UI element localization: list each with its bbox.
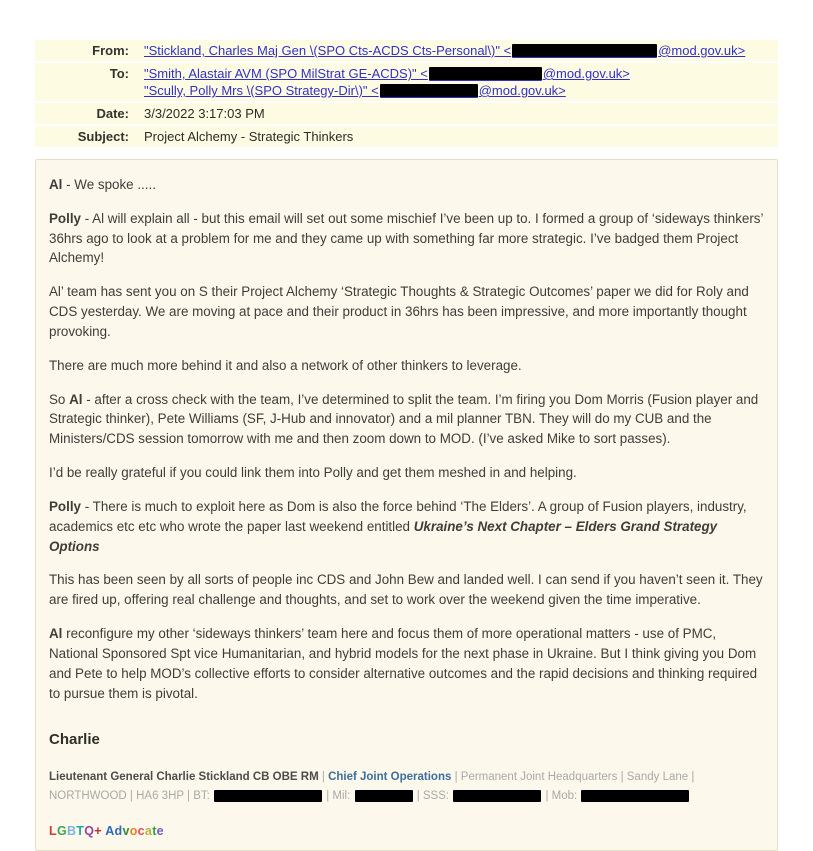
signature-line-2 xyxy=(49,787,764,806)
lgbtq-advocate-line xyxy=(49,824,764,838)
header-row xyxy=(35,103,778,126)
body-paragraph xyxy=(49,570,764,610)
advocate-letter: G xyxy=(56,824,67,839)
header-value-line xyxy=(144,65,774,82)
email-address-link[interactable]: @mod.gov.uk> xyxy=(542,66,630,81)
advocate-letter: c xyxy=(137,824,145,839)
header-row xyxy=(35,63,778,103)
text-segment: There are much more behind it and also a network of other thinkers to leverage. xyxy=(49,357,522,373)
signature-role: Chief Joint Operations xyxy=(328,771,452,784)
advocate-letter: v xyxy=(122,824,130,839)
text-segment: Polly xyxy=(49,498,81,514)
advocate-letter: e xyxy=(156,824,164,839)
advocate-letter: t xyxy=(152,824,157,839)
signature-muted: | xyxy=(318,771,329,784)
header-field-label: Date: xyxy=(96,106,129,121)
signature-muted: | Mob: xyxy=(542,790,581,803)
redaction-box xyxy=(581,790,689,802)
signature-name: Lieutenant General Charlie Stickland CB OBE RM xyxy=(49,771,319,784)
advocate-letter: d xyxy=(114,824,123,839)
redaction-box xyxy=(214,790,322,802)
signature-muted: | Permanent Joint Headquarters | Sandy Lane | xyxy=(451,771,695,784)
text-segment: Al xyxy=(49,626,63,642)
text-segment: reconfigure my other ‘sideways thinkers’ team here and focus them of more operational matters - use of PMC, National Sponsored Spt vice Humanitarian, and hybrid models for the next phase in Ukraine. But I think giving you Dom and Pete to help MOD’s collective efforts to consider alternative outcomes and the rapid decisions and thinking required to pursue them is pivotal. xyxy=(49,626,758,701)
advocate-letter: T xyxy=(76,824,85,839)
header-row xyxy=(35,126,778,149)
email-header-table xyxy=(35,40,778,149)
signature-muted: NORTHWOOD | HA6 3HP | BT: xyxy=(49,790,214,803)
email-address-link[interactable]: @mod.gov.uk> xyxy=(478,83,566,98)
body-paragraph xyxy=(49,463,764,483)
header-field-value xyxy=(138,63,778,101)
header-value-line xyxy=(144,82,774,99)
header-field-label: Subject: xyxy=(77,129,129,144)
signoff: Charlie xyxy=(49,731,100,749)
advocate-letter: Q xyxy=(84,824,95,839)
redaction-box xyxy=(512,44,657,58)
advocate-letter: B xyxy=(66,824,77,839)
signature-muted: | Mil: xyxy=(323,790,354,803)
advocate-letter: o xyxy=(129,824,138,839)
advocate-letter: L xyxy=(49,824,57,839)
body-paragraph xyxy=(49,497,764,556)
header-value-line xyxy=(144,105,774,122)
text-segment: - Al will explain all - but this email will set out some mischief I’ve been up to. I formed a group of ‘sideways thinkers’ 36hrs ago to look at a problem for me and they came up with something far more strategic. I’ve badged them Project Alchemy! xyxy=(49,210,763,266)
text-segment: - after a cross check with the team, I’ve determined to split the team. I’m firing you Dom Morris (Fusion player and Strategic thinker), Pete Williams (SF, J-Hub and innovator) and a mil planner TBN. They will do my CUB and the Ministers/CDS session tomorrow with me and then zoom down to MOD. (I’ve asked Mike to sort passes). xyxy=(49,391,759,447)
header-field-value xyxy=(138,103,778,124)
email-body-text xyxy=(49,175,764,703)
header-field-label: From: xyxy=(92,43,129,58)
signature-block xyxy=(49,768,764,806)
text-segment: Al’ team has sent you on S their Project Alchemy ‘Strategic Thoughts & Strategic Outcomes’ paper we did for Roly and CDS yesterday. We are moving at pace and their product in 36hrs has been impressive, and more importantly thought provoking. xyxy=(49,284,749,339)
signature-line-1 xyxy=(49,768,764,787)
body-paragraph xyxy=(49,390,764,449)
signature-muted: | SSS: xyxy=(413,790,453,803)
redaction-box xyxy=(453,790,541,802)
body-paragraph xyxy=(49,356,764,376)
advocate-letter: A xyxy=(105,824,115,839)
email-address-link[interactable]: @mod.gov.uk> xyxy=(658,43,746,58)
redaction-box xyxy=(355,790,413,802)
header-value-line xyxy=(144,42,774,59)
body-paragraph xyxy=(49,282,764,341)
text-segment: This has been seen by all sorts of people inc CDS and John Bew and landed well. I can send if you haven’t seen it. They are fired up, offering real challenge and thoughts, and set to work over the weekend given the time imperative. xyxy=(49,572,763,608)
email-address-link[interactable]: "Smith, Alastair AVM (SPO MilStrat GE-ACDS)" < xyxy=(144,66,428,81)
text-segment: Project Alchemy - Strategic Thinkers xyxy=(144,129,354,144)
redaction-box xyxy=(429,67,542,81)
email-address-link[interactable]: "Scully, Polly Mrs \(SPO Strategy-Dir\)" < xyxy=(144,83,379,98)
header-field-label: To: xyxy=(109,66,129,81)
text-segment: Ukraine’s Next Chapter – Elders Grand Strategy Options xyxy=(49,518,718,554)
email-body-box xyxy=(35,159,778,851)
text-segment: - We spoke ..... xyxy=(62,177,156,192)
advocate-letter: + xyxy=(94,824,102,839)
body-paragraph xyxy=(49,175,764,195)
redaction-box xyxy=(380,84,478,98)
header-field-value xyxy=(138,126,778,147)
header-field-value xyxy=(138,40,778,61)
text-segment: Polly xyxy=(49,210,81,226)
text-segment: I’d be really grateful if you could link them into Polly and get them meshed in and helping. xyxy=(49,465,577,481)
body-paragraph xyxy=(49,209,764,268)
text-segment: Al xyxy=(49,177,63,192)
text-segment: So xyxy=(49,391,70,407)
advocate-letter: a xyxy=(144,824,153,839)
text-segment: - There is much to exploit here as Dom is also the force behind ‘The Elders’. A group of Fusion players, industry, academics etc etc who wrote the paper last weekend entitled xyxy=(49,498,747,534)
body-paragraph xyxy=(49,624,764,703)
text-segment: 3/3/2022 3:17:03 PM xyxy=(144,106,265,121)
header-row xyxy=(35,40,778,63)
header-value-line xyxy=(144,128,774,145)
email-address-link[interactable]: "Stickland, Charles Maj Gen \(SPO Cts-ACDS Cts-Personal\)" < xyxy=(144,43,512,58)
text-segment: Al xyxy=(69,391,83,407)
